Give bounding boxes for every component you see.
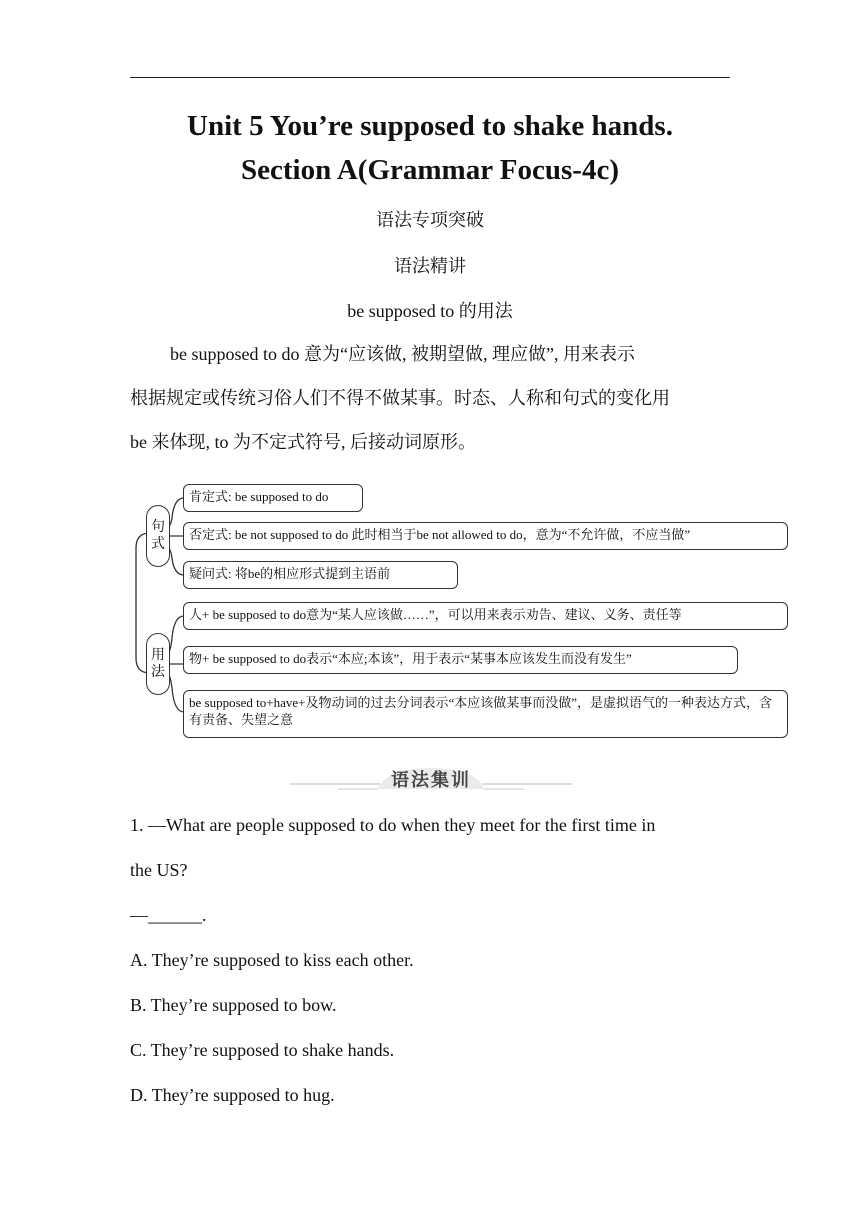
practice-banner: [290, 762, 572, 794]
top-rule: [130, 77, 730, 78]
diagram-item-interrogative: 疑问式: 将be的相应形式提到主语前: [183, 561, 458, 589]
subtitle-grammar-breakthrough: 语法专项突破: [376, 210, 484, 230]
topic-heading: be supposed to 的用法: [347, 301, 513, 321]
section-title: Section A(Grammar Focus-4c): [241, 154, 619, 186]
diagram-item-thing-usage: 物+ be supposed to do表示“本应;本该”，用于表示“某事本应该发生而没有发生”: [183, 646, 738, 674]
option-b: B. They’re supposed to bow.: [130, 995, 337, 1015]
explanation-paragraph: [130, 332, 730, 464]
explanation-line-3: be 来体现, to 为不定式符号, 后接动词原形。: [130, 432, 476, 452]
question-1-line-2: the US?: [130, 860, 188, 880]
option-c: C. They’re supposed to shake hands.: [130, 1040, 395, 1060]
practice-banner-label: 语法集训: [391, 770, 471, 791]
explanation-line-1: be supposed to do 意为“应该做, 被期望做, 理应做”, 用来表示: [170, 344, 635, 364]
unit-title: Unit 5 You’re supposed to shake hands.: [187, 110, 673, 142]
option-a: A. They’re supposed to kiss each other.: [130, 950, 414, 970]
group-label-sentence-forms: 句式: [146, 505, 170, 567]
question-1-answer-blank: —______.: [130, 905, 207, 925]
question-1-line-1: 1. —What are people supposed to do when they meet for the first time in: [130, 815, 656, 835]
diagram-item-negative: 否定式: be not supposed to do 此时相当于be not allowed to do，意为“不允许做，不应当做”: [183, 522, 788, 550]
option-d: D. They’re supposed to hug.: [130, 1085, 335, 1105]
subtitle-grammar-explanation: 语法精讲: [394, 256, 466, 276]
diagram-item-person-usage: 人+ be supposed to do意为“某人应该做……”，可以用来表示劝告、建议、义务、责任等: [183, 602, 788, 630]
usage-diagram: [130, 478, 790, 742]
explanation-line-2: 根据规定或传统习俗人们不得不做某事。时态、人称和句式的变化用: [130, 388, 670, 408]
group-label-usages: 用法: [146, 633, 170, 695]
diagram-item-perfect-usage: be supposed to+have+及物动词的过去分词表示“本应该做某事而没做”，是虚拟语气的一种表达方式，含有责备、失望之意: [183, 690, 788, 738]
diagram-item-affirmative: 肯定式: be supposed to do: [183, 484, 363, 512]
